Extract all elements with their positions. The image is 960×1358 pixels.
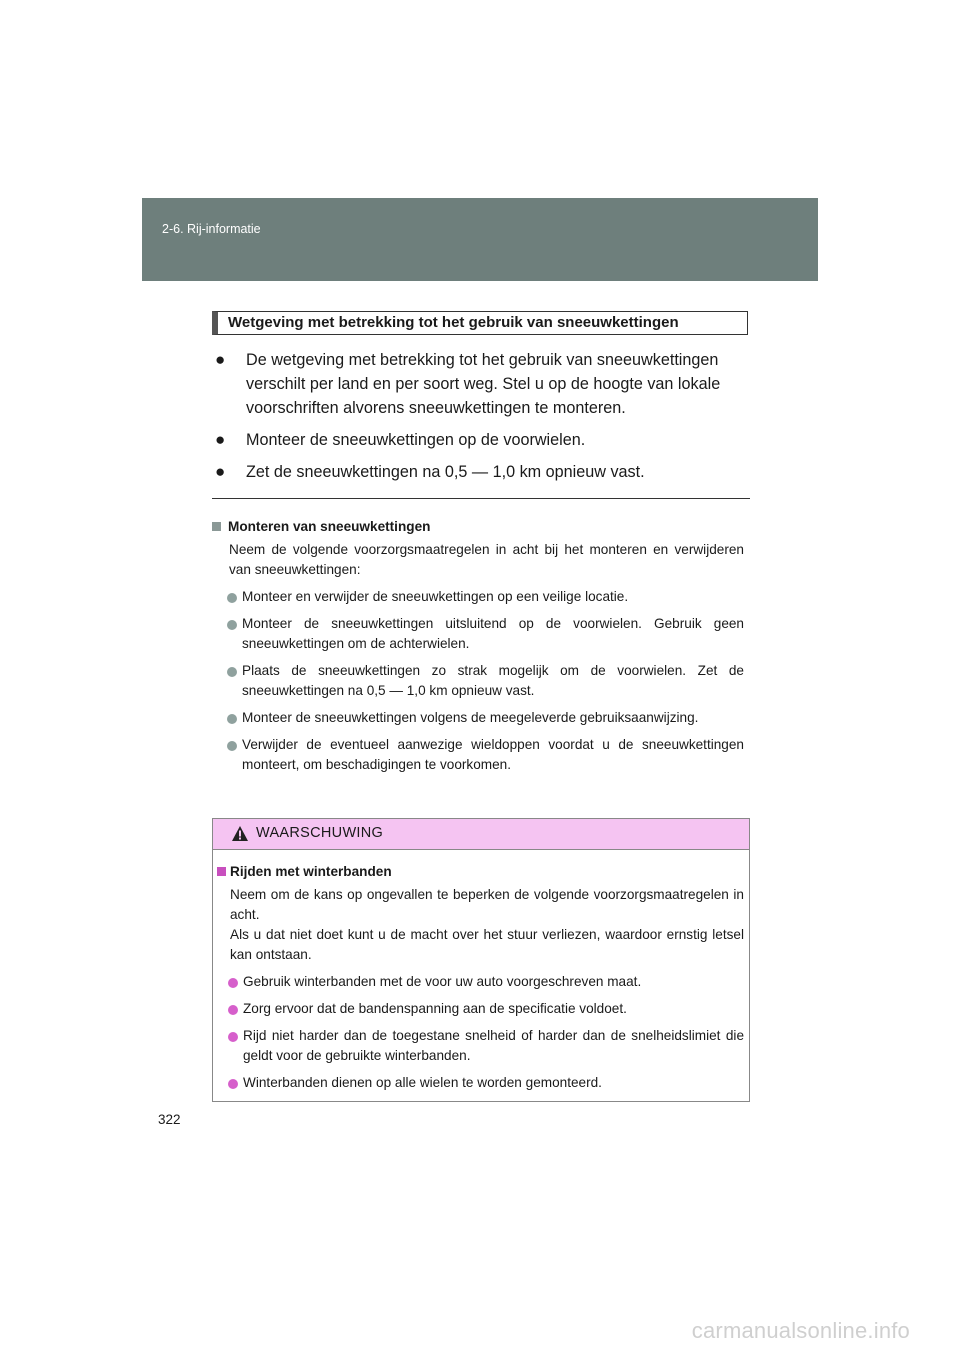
notes-heading: Monteren van sneeuwkettingen bbox=[212, 517, 744, 537]
warning-item: Gebruik winterbanden met de voor uw auto voorgeschreven maat. bbox=[217, 972, 744, 992]
warning-item: Zorg ervoor dat de bandenspanning aan de specificatie voldoet. bbox=[217, 999, 744, 1019]
warning-box bbox=[212, 818, 750, 1102]
bullet-dot-icon bbox=[228, 1079, 238, 1089]
square-bullet-icon bbox=[217, 867, 226, 876]
warning-item: Winterbanden dienen op alle wielen te worden gemonteerd. bbox=[217, 1073, 744, 1093]
main-bullet-list bbox=[212, 348, 750, 492]
header-band bbox=[142, 198, 818, 281]
bullet-dot-icon bbox=[227, 741, 237, 751]
warning-label: WAARSCHUWING bbox=[256, 825, 384, 841]
notes-intro: Neem de volgende voorzorgsmaatregelen in acht bij het monteren en verwijderen van sneeuwkettingen: bbox=[229, 542, 744, 577]
main-bullet bbox=[212, 428, 750, 452]
warning-triangle-icon bbox=[231, 825, 249, 842]
main-bullet-text: Monteer de sneeuwkettingen op de voorwielen. bbox=[246, 431, 586, 449]
notes-item: Monteer de sneeuwkettingen volgens de meegeleverde gebruiksaanwijzing. bbox=[212, 708, 744, 728]
watermark: carmanualsonline.info bbox=[691, 1318, 910, 1343]
notes-item: Plaats de sneeuwkettingen zo strak mogelijk om de voorwielen. Zet de sneeuwkettingen na 0,5 — 1,0 km opnieuw vast. bbox=[212, 661, 744, 701]
bullet-dot-icon bbox=[227, 667, 237, 677]
main-bullet-text: Zet de sneeuwkettingen na 0,5 — 1,0 km opnieuw vast. bbox=[246, 463, 645, 481]
warning-header bbox=[213, 819, 749, 850]
main-bullet-text: De wetgeving met betrekking tot het gebruik van sneeuwkettingen verschilt per land en per soort weg. Stel u op de hoogte van lokale voorschriften alvorens sneeuwkettingen te monteren. bbox=[246, 351, 721, 417]
main-bullet bbox=[212, 348, 750, 420]
section-divider bbox=[212, 498, 750, 499]
bullet-dot-icon bbox=[228, 978, 238, 988]
bullet-dot-icon bbox=[228, 1032, 238, 1042]
bullet-dot-icon bbox=[228, 1005, 238, 1015]
notes-section bbox=[212, 517, 744, 782]
page-number: 322 bbox=[158, 1112, 181, 1127]
bullet-dot-icon: ● bbox=[215, 462, 226, 481]
bullet-dot-icon: ● bbox=[215, 350, 226, 369]
square-bullet-icon bbox=[212, 522, 221, 531]
main-bullet bbox=[212, 460, 750, 484]
bullet-dot-icon bbox=[227, 714, 237, 724]
notes-item: Monteer de sneeuwkettingen uitsluitend op de voorwielen. Gebruik geen sneeuwkettingen om de achterwielen. bbox=[212, 614, 744, 654]
warning-item: Rijd niet harder dan de toegestane snelheid of harder dan de snelheidslimiet die geldt voor de gebruikte winterbanden. bbox=[217, 1026, 744, 1066]
bullet-dot-icon bbox=[227, 620, 237, 630]
section-title: 2-6. Rij-informatie bbox=[162, 222, 261, 236]
warning-heading: Rijden met winterbanden bbox=[217, 862, 744, 882]
notes-item: Monteer en verwijder de sneeuwkettingen op een veilige locatie. bbox=[212, 587, 744, 607]
topic-title-box bbox=[212, 311, 748, 335]
topic-title: Wetgeving met betrekking tot het gebruik van sneeuwkettingen bbox=[228, 314, 679, 331]
warning-intro: Neem om de kans op ongevallen te beperken de volgende voorzorgsmaatregelen in acht. Als u dat niet doet kunt u de macht over het stuur verliezen, waardoor ernstig letsel kan ontstaan. bbox=[230, 887, 744, 962]
bullet-dot-icon: ● bbox=[215, 430, 226, 449]
bullet-dot-icon bbox=[227, 593, 237, 603]
notes-item: Verwijder de eventueel aanwezige wieldoppen voordat u de sneeuwkettingen monteert, om beschadigingen te voorkomen. bbox=[212, 735, 744, 775]
warning-body bbox=[213, 850, 749, 1093]
